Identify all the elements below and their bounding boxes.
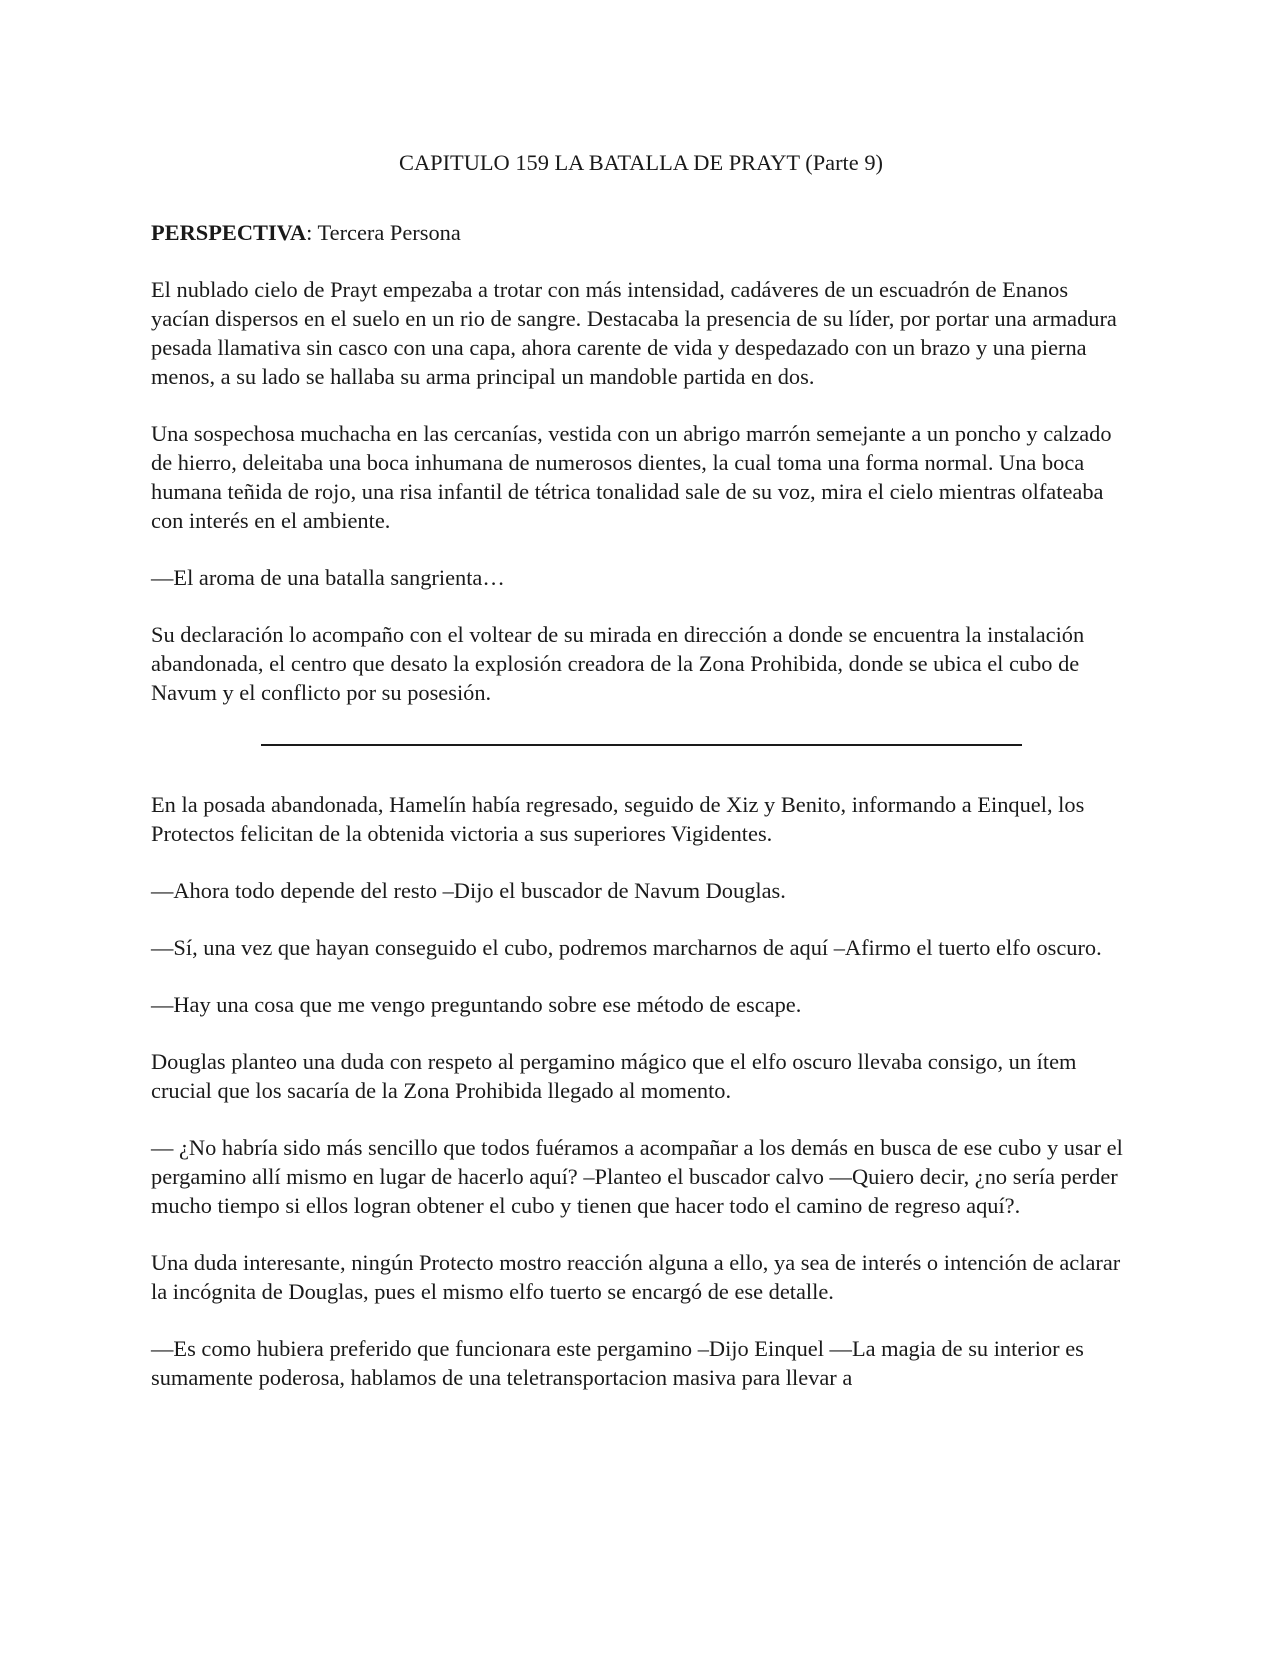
perspective-line	[151, 218, 1131, 247]
paragraph: —Ahora todo depende del resto –Dijo el buscador de Navum Douglas.	[151, 878, 786, 903]
paragraph: Una sospechosa muchacha en las cercanías, vestida con un abrigo marrón semejante a un poncho y calzado de hierro, deleitaba una boca inhumana de numerosos dientes, la cual toma una forma normal. Una boca humana teñida de rojo, una risa infantil de tétrica tonalidad sale de su voz, mira el cielo mientras olfateaba con interés en el ambiente.	[151, 421, 1112, 533]
paragraph: —Hay una cosa que me vengo preguntando sobre ese método de escape.	[151, 992, 802, 1017]
chapter-title: CAPITULO 159 LA BATALLA DE PRAYT (Parte 9)	[399, 150, 883, 175]
perspective-label: PERSPECTIVA	[151, 220, 307, 245]
paragraph: —El aroma de una batalla sangrienta…	[151, 565, 505, 590]
paragraph: — ¿No habría sido más sencillo que todos fuéramos a acompañar a los demás en busca de ese cubo y usar el pergamino allí mismo en lugar de hacerlo aquí? –Planteo el buscador calvo —Quiero decir, ¿no sería perder mucho tiempo si ellos logran obtener el cubo y tienen que hacer todo el camino de regreso aquí?.	[151, 1135, 1123, 1218]
paragraph: Una duda interesante, ningún Protecto mostro reacción alguna a ello, ya sea de interés o intención de aclarar la incógnita de Douglas, pues el mismo elfo tuerto se encargó de ese detalle.	[151, 1250, 1121, 1304]
document-page	[151, 148, 1131, 1392]
paragraph: —Es como hubiera preferido que funcionara este pergamino –Dijo Einquel —La magia de su interior es sumamente poderosa, hablamos de una teletransportacion masiva para llevar a	[151, 1336, 1084, 1390]
paragraph: Douglas planteo una duda con respeto al pergamino mágico que el elfo oscuro llevaba consigo, un ítem crucial que los sacaría de la Zona Prohibida llegado al momento.	[151, 1049, 1077, 1103]
perspective-value: : Tercera Persona	[306, 220, 461, 245]
section-divider	[261, 744, 1022, 746]
paragraph: Su declaración lo acompaño con el voltear de su mirada en dirección a donde se encuentra la instalación abandonada, el centro que desato la explosión creadora de la Zona Prohibida, donde se ubica el cubo de Navum y el conflicto por su posesión.	[151, 622, 1085, 705]
paragraph: El nublado cielo de Prayt empezaba a trotar con más intensidad, cadáveres de un escuadrón de Enanos yacían dispersos en el suelo en un rio de sangre. Destacaba la presencia de su líder, por portar una armadura pesada llamativa sin casco con una capa, ahora carente de vida y despedazado con un brazo y una pierna menos, a su lado se hallaba su arma principal un mandoble partida en dos.	[151, 277, 1117, 389]
paragraph: En la posada abandonada, Hamelín había regresado, seguido de Xiz y Benito, informando a Einquel, los Protectos felicitan de la obtenida victoria a sus superiores Vigidentes.	[151, 792, 1085, 846]
paragraph: —Sí, una vez que hayan conseguido el cubo, podremos marcharnos de aquí –Afirmo el tuerto elfo oscuro.	[151, 935, 1102, 960]
